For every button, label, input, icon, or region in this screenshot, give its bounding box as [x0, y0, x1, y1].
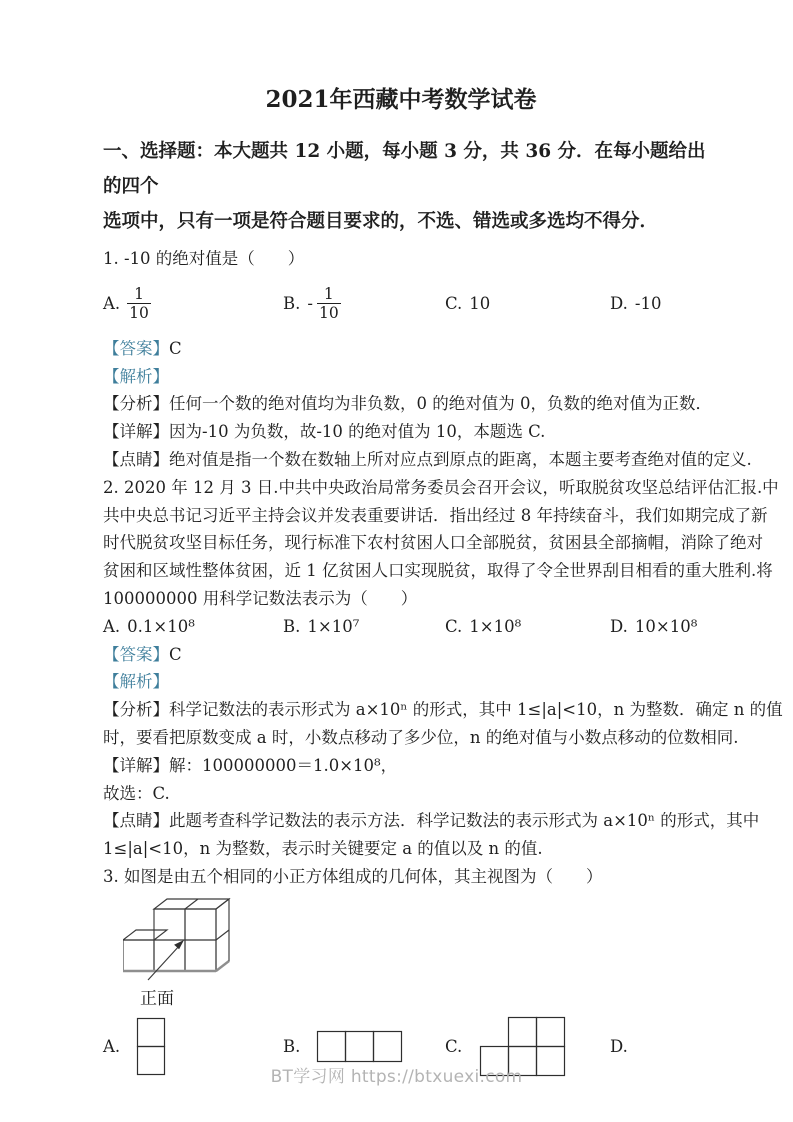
front-face-label: 正面 — [140, 988, 174, 1009]
q2-option-d-label: D. — [610, 616, 628, 636]
cube-side-divider — [216, 930, 229, 940]
answer-label: 【答案】 — [103, 644, 169, 664]
q1-option-d-label: D. — [610, 293, 628, 313]
q3-option-d-label: D. — [610, 1036, 628, 1056]
q3-stem: 3. 如图是由五个相同的小正方体组成的几何体，其主视图为（ ） — [103, 866, 603, 886]
q2-note-line-2: 1≤|a|<10，n 为整数，表示时关键要定 a 的值以及 n 的值. — [103, 839, 543, 859]
page-title: 2021年西藏中考数学试卷 — [265, 86, 537, 113]
cube-front-face — [185, 940, 216, 971]
q2-answer-line — [103, 641, 711, 669]
q2-option-c-value: 1×10⁸ — [469, 616, 522, 636]
section-heading-line-2: 选项中，只有一项是符合题目要求的，不选、错选或多选均不得分． — [103, 211, 659, 232]
front-arrow-head — [174, 940, 184, 949]
q2-option-a-label: A. — [103, 616, 121, 636]
minus-sign: - — [307, 293, 313, 313]
q1-analysis-line: 【分析】任何一个数的绝对值均为非负数，0 的绝对值为 0，负数的绝对值为正数． — [103, 394, 712, 414]
q1-detail-line: 【详解】因为-10 为负数，故-10 的绝对值为 10，本题选 C. — [103, 422, 546, 442]
q2-explain-line — [103, 668, 711, 696]
q1-answer-line — [103, 335, 711, 363]
view-figure-three-squares-row — [316, 1030, 404, 1064]
section-heading-line-1: 一、选择题：本大题共 12 小题，每小题 3 分，共 36 分．在每小题给出的四个 — [103, 141, 706, 197]
q3-option-d — [610, 1033, 711, 1061]
q2-option-b-value: 1×10⁷ — [307, 616, 360, 636]
section-heading — [103, 134, 711, 239]
q1-option-a — [103, 285, 283, 323]
cube-base-depth-edge — [216, 961, 229, 971]
q3-option-b — [283, 1030, 445, 1064]
q1-option-c-label: C. — [445, 293, 463, 313]
q2-option-c — [445, 613, 610, 641]
fraction: $\frac{1}{10}$ — [318, 284, 339, 323]
q2-option-c-label: C. — [445, 616, 463, 636]
q1-answer-value: C — [169, 338, 182, 358]
q2-option-b-label: B. — [283, 616, 301, 636]
watermark-footer: BT学习网 https://btxuexi.com — [270, 1067, 523, 1087]
cube-top-face — [123, 930, 167, 940]
q2-answer-value: C — [169, 644, 182, 664]
q1-option-d — [610, 290, 711, 318]
q2-option-d — [610, 613, 711, 641]
q1-option-b — [283, 285, 445, 323]
q1-option-b-label: B. — [283, 293, 301, 313]
fraction: $\frac{1}{10}$ — [129, 284, 149, 323]
q2-choose-line: 故选：C. — [103, 783, 170, 803]
q2-analysis-line-1: 【分析】科学记数法的表示形式为 a×10ⁿ 的形式，其中 1≤|a|<10，n 为整数．确定 n 的值 — [103, 700, 783, 720]
cube-front-face — [123, 940, 154, 971]
q2-analysis-line-2: 时，要看把原数变成 a 时，小数点移动了多少位，n 的绝对值与小数点移动的位数相同. — [103, 727, 739, 747]
q1-options-row — [103, 274, 711, 334]
q3-option-b-label: B. — [283, 1036, 301, 1056]
q1-option-d-value: -10 — [634, 293, 662, 313]
cube-front-face — [185, 909, 216, 940]
q2-stem-line-4: 贫困和区域性整体贫困，近 1 亿贫困人口实现脱贫，取得了令全世界刮目相看的重大胜利.将 — [103, 561, 773, 581]
q1-note-line: 【点睛】绝对值是指一个数在数轴上所对应点到原点的距离，本题主要考查绝对值的定义. — [103, 449, 752, 469]
q1-option-c — [445, 290, 610, 318]
cube-top-divider — [185, 899, 198, 909]
q2-option-b — [283, 613, 445, 641]
q2-stem-line-3: 时代脱贫攻坚目标任务，现行标准下农村贫困人口全部脱贫，贫困县全部摘帽，消除了绝对 — [103, 533, 763, 553]
q2-stem-line-5: 100000000 用科学记数法表示为（ ） — [103, 588, 418, 608]
answer-label: 【答案】 — [103, 338, 169, 358]
q1-stem: 1. -10 的绝对值是（ ） — [103, 249, 305, 268]
q2-option-a — [103, 613, 283, 641]
q1-option-a-label: A. — [103, 293, 121, 313]
q1-explain-line — [103, 363, 711, 391]
cube-solid-figure — [123, 896, 273, 1010]
q2-options-row — [103, 613, 711, 641]
q3-option-c-label: C. — [445, 1036, 463, 1056]
q3-option-a-label: A. — [103, 1036, 121, 1056]
front-arrow — [148, 945, 180, 980]
cube-front-face — [154, 909, 185, 940]
q2-note-line-1: 【点睛】此题考查科学记数法的表示方法．科学记数法的表示形式为 a×10ⁿ 的形式，其中 — [103, 811, 760, 831]
q2-option-a-value: 0.1×10⁸ — [127, 616, 195, 636]
q1-option-c-value: 10 — [469, 293, 491, 313]
explain-label: 【解析】 — [103, 366, 169, 386]
q2-stem-line-1: 2. 2020 年 12 月 3 日.中共中央政治局常务委员会召开会议，听取脱贫攻坚总结评估汇报.中 — [103, 477, 779, 497]
q2-stem-line-2: 共中央总书记习近平主持会议并发表重要讲话．指出经过 8 年持续奋斗，我们如期完成了新 — [103, 505, 768, 525]
q2-detail-line: 【详解】解：100000000＝1.0×10⁸， — [103, 755, 398, 775]
explain-label: 【解析】 — [103, 672, 169, 692]
q2-option-d-value: 10×10⁸ — [634, 616, 698, 636]
